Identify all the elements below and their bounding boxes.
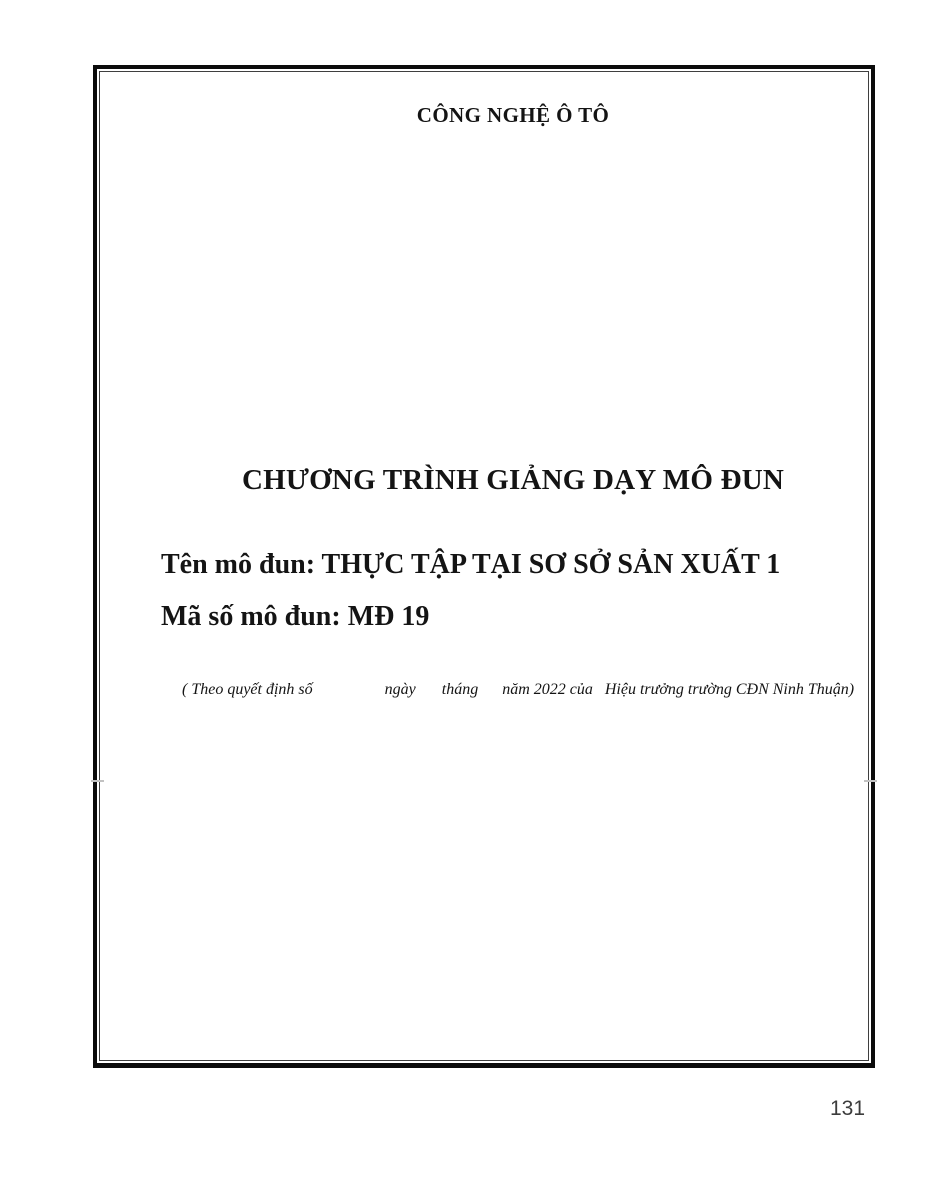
- decision-note-segment: ( Theo quyết định số: [182, 681, 313, 698]
- decision-note-segment: Hiệu trưởng trường CĐN Ninh Thuận): [604, 681, 855, 698]
- page-number: 131: [830, 1097, 866, 1120]
- module-name-line: Tên mô đun: THỰC TẬP TẠI SƠ SỞ SẢN XUẤT 1: [161, 549, 781, 580]
- module-code-line: Mã số mô đun: MĐ 19: [161, 601, 430, 632]
- document-title: CHƯƠNG TRÌNH GIẢNG DẠY MÔ ĐUN: [241, 464, 785, 496]
- department-header: CÔNG NGHỆ Ô TÔ: [416, 103, 610, 127]
- decision-note: [182, 681, 854, 699]
- decision-note-segment: ngày: [384, 681, 416, 698]
- scan-artifact-left: [91, 780, 104, 782]
- decision-note-segment: năm 2022 của: [502, 681, 593, 698]
- decision-note-segment: tháng: [441, 681, 479, 698]
- scan-artifact-right: [864, 780, 877, 782]
